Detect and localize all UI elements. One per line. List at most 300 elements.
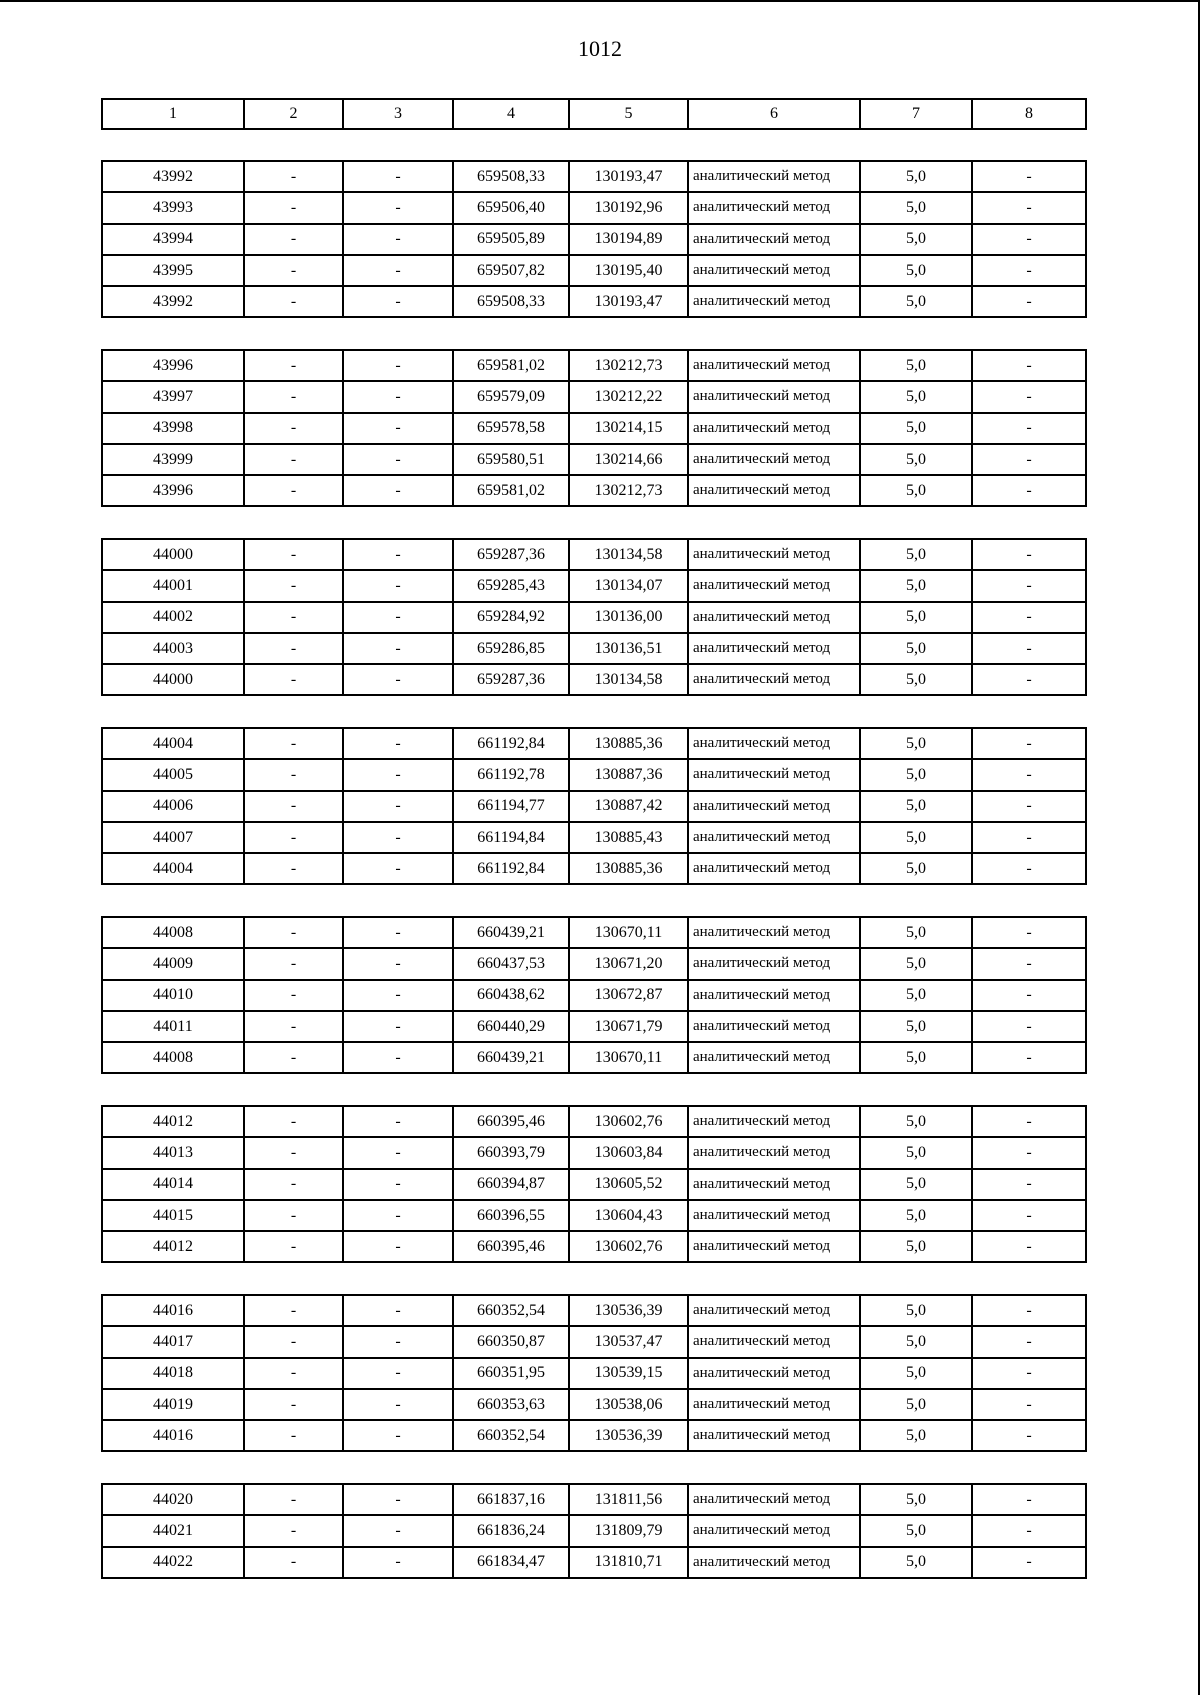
- table-cell-col-3: -: [343, 853, 453, 884]
- table-cell-col-1: 44001: [102, 570, 244, 601]
- table-cell-col-8: -: [972, 1484, 1086, 1515]
- column-header-6: 6: [688, 99, 860, 129]
- table-row: [102, 1231, 1086, 1262]
- table-row: [102, 1420, 1086, 1451]
- table-cell-col-3: -: [343, 948, 453, 979]
- table-cell-col-5: 130885,36: [569, 728, 688, 759]
- table-cell-col-4: 659284,92: [453, 602, 569, 633]
- table-cell-col-5: 130538,06: [569, 1389, 688, 1420]
- table-cell-col-5: 130602,76: [569, 1106, 688, 1137]
- table-cell-col-5: 130134,07: [569, 570, 688, 601]
- table-cell-col-7: 5,0: [860, 1326, 972, 1357]
- table-cell-col-8: -: [972, 664, 1086, 695]
- table-cell-col-2: -: [244, 192, 343, 223]
- table-row: [102, 664, 1086, 695]
- table-cell-col-3: -: [343, 980, 453, 1011]
- table-cell-col-4: 659507,82: [453, 255, 569, 286]
- table-cell-col-6: аналитический метод: [688, 791, 860, 822]
- table-cell-col-5: 130214,66: [569, 444, 688, 475]
- table-cell-col-1: 44004: [102, 728, 244, 759]
- table-cell-col-8: -: [972, 413, 1086, 444]
- table-cell-col-7: 5,0: [860, 255, 972, 286]
- table-cell-col-6: аналитический метод: [688, 728, 860, 759]
- table-cell-col-4: 660393,79: [453, 1137, 569, 1168]
- table-cell-col-7: 5,0: [860, 1515, 972, 1546]
- table-row: [102, 822, 1086, 853]
- table-cell-col-6: аналитический метод: [688, 1106, 860, 1137]
- table-cell-col-3: -: [343, 1326, 453, 1357]
- table-cell-col-5: 130537,47: [569, 1326, 688, 1357]
- table-cell-col-4: 659287,36: [453, 664, 569, 695]
- table-cell-col-5: 130604,43: [569, 1200, 688, 1231]
- table-cell-col-6: аналитический метод: [688, 350, 860, 381]
- table-cell-col-5: 130212,22: [569, 381, 688, 412]
- coordinate-block-table: [101, 727, 1087, 885]
- table-row: [102, 413, 1086, 444]
- table-cell-col-8: -: [972, 444, 1086, 475]
- coordinate-block-table: [101, 160, 1087, 318]
- table-cell-col-6: аналитический метод: [688, 192, 860, 223]
- table-cell-col-8: -: [972, 350, 1086, 381]
- table-cell-col-5: 130671,20: [569, 948, 688, 979]
- table-cell-col-2: -: [244, 286, 343, 317]
- table-cell-col-1: 43993: [102, 192, 244, 223]
- table-cell-col-5: 130134,58: [569, 664, 688, 695]
- table-cell-col-6: аналитический метод: [688, 853, 860, 884]
- table-cell-col-3: -: [343, 791, 453, 822]
- table-cell-col-8: -: [972, 1389, 1086, 1420]
- table-cell-col-2: -: [244, 1295, 343, 1326]
- table-cell-col-4: 659580,51: [453, 444, 569, 475]
- table-row: [102, 1326, 1086, 1357]
- table-cell-col-8: -: [972, 224, 1086, 255]
- table-row: [102, 1169, 1086, 1200]
- table-cell-col-8: -: [972, 1420, 1086, 1451]
- table-cell-col-2: -: [244, 1137, 343, 1168]
- table-cell-col-5: 130195,40: [569, 255, 688, 286]
- table-row: [102, 381, 1086, 412]
- table-cell-col-3: -: [343, 1169, 453, 1200]
- table-cell-col-1: 44003: [102, 633, 244, 664]
- table-cell-col-6: аналитический метод: [688, 1547, 860, 1578]
- table-cell-col-8: -: [972, 759, 1086, 790]
- table-cell-col-7: 5,0: [860, 224, 972, 255]
- table-cell-col-6: аналитический метод: [688, 1011, 860, 1042]
- table-cell-col-5: 130193,47: [569, 161, 688, 192]
- table-row: [102, 1137, 1086, 1168]
- column-header-3: 3: [343, 99, 453, 129]
- table-cell-col-5: 130539,15: [569, 1358, 688, 1389]
- table-cell-col-5: 130536,39: [569, 1420, 688, 1451]
- table-cell-col-2: -: [244, 980, 343, 1011]
- table-cell-col-5: 130536,39: [569, 1295, 688, 1326]
- table-cell-col-1: 43999: [102, 444, 244, 475]
- table-cell-col-6: аналитический метод: [688, 980, 860, 1011]
- table-row: [102, 1295, 1086, 1326]
- table-cell-col-3: -: [343, 1042, 453, 1073]
- coordinate-block-table: [101, 1483, 1087, 1579]
- column-header-7: 7: [860, 99, 972, 129]
- table-cell-col-3: -: [343, 475, 453, 506]
- table-cell-col-5: 130136,00: [569, 602, 688, 633]
- table-cell-col-3: -: [343, 350, 453, 381]
- table-cell-col-4: 661192,84: [453, 728, 569, 759]
- table-cell-col-7: 5,0: [860, 980, 972, 1011]
- table-cell-col-7: 5,0: [860, 791, 972, 822]
- table-cell-col-5: 130602,76: [569, 1231, 688, 1262]
- table-cell-col-6: аналитический метод: [688, 1515, 860, 1546]
- table-cell-col-1: 43994: [102, 224, 244, 255]
- table-cell-col-2: -: [244, 791, 343, 822]
- table-cell-col-3: -: [343, 633, 453, 664]
- table-cell-col-6: аналитический метод: [688, 948, 860, 979]
- table-cell-col-2: -: [244, 664, 343, 695]
- table-cell-col-8: -: [972, 286, 1086, 317]
- table-cell-col-1: 44017: [102, 1326, 244, 1357]
- table-cell-col-1: 44000: [102, 539, 244, 570]
- table-cell-col-3: -: [343, 192, 453, 223]
- table-cell-col-5: 130136,51: [569, 633, 688, 664]
- table-cell-col-1: 44015: [102, 1200, 244, 1231]
- table-cell-col-1: 44021: [102, 1515, 244, 1546]
- table-cell-col-6: аналитический метод: [688, 539, 860, 570]
- table-cell-col-8: -: [972, 1169, 1086, 1200]
- table-cell-col-8: -: [972, 1106, 1086, 1137]
- table-row: [102, 791, 1086, 822]
- table-cell-col-8: -: [972, 1547, 1086, 1578]
- table-cell-col-3: -: [343, 602, 453, 633]
- table-cell-col-5: 130670,11: [569, 917, 688, 948]
- table-cell-col-4: 660352,54: [453, 1295, 569, 1326]
- table-cell-col-8: -: [972, 948, 1086, 979]
- table-cell-col-4: 661836,24: [453, 1515, 569, 1546]
- page-border-top: [0, 0, 1200, 2]
- table-cell-col-4: 661837,16: [453, 1484, 569, 1515]
- table-cell-col-3: -: [343, 286, 453, 317]
- table-cell-col-7: 5,0: [860, 822, 972, 853]
- table-cell-col-6: аналитический метод: [688, 570, 860, 601]
- table-row: [102, 948, 1086, 979]
- table-cell-col-6: аналитический метод: [688, 1295, 860, 1326]
- table-cell-col-7: 5,0: [860, 728, 972, 759]
- table-cell-col-7: 5,0: [860, 759, 972, 790]
- table-cell-col-6: аналитический метод: [688, 1484, 860, 1515]
- table-cell-col-2: -: [244, 1420, 343, 1451]
- table-cell-col-1: 44008: [102, 917, 244, 948]
- table-cell-col-3: -: [343, 1484, 453, 1515]
- table-cell-col-3: -: [343, 1106, 453, 1137]
- table-cell-col-8: -: [972, 1358, 1086, 1389]
- table-row: [102, 759, 1086, 790]
- table-cell-col-4: 659581,02: [453, 350, 569, 381]
- table-cell-col-3: -: [343, 728, 453, 759]
- table-cell-col-5: 130192,96: [569, 192, 688, 223]
- table-cell-col-3: -: [343, 1200, 453, 1231]
- table-row: [102, 1042, 1086, 1073]
- table-cell-col-3: -: [343, 255, 453, 286]
- table-cell-col-2: -: [244, 1389, 343, 1420]
- column-header-table: [101, 98, 1087, 130]
- table-cell-col-7: 5,0: [860, 161, 972, 192]
- column-header-1: 1: [102, 99, 244, 129]
- table-cell-col-4: 659506,40: [453, 192, 569, 223]
- table-cell-col-1: 44002: [102, 602, 244, 633]
- column-header-2: 2: [244, 99, 343, 129]
- table-cell-col-3: -: [343, 381, 453, 412]
- table-row: [102, 1200, 1086, 1231]
- table-cell-col-3: -: [343, 759, 453, 790]
- coordinate-block-table: [101, 1294, 1087, 1452]
- table-cell-col-8: -: [972, 822, 1086, 853]
- table-cell-col-4: 660394,87: [453, 1169, 569, 1200]
- table-cell-col-2: -: [244, 602, 343, 633]
- table-cell-col-4: 660437,53: [453, 948, 569, 979]
- table-cell-col-3: -: [343, 444, 453, 475]
- table-cell-col-8: -: [972, 1011, 1086, 1042]
- table-cell-col-1: 44012: [102, 1231, 244, 1262]
- table-cell-col-6: аналитический метод: [688, 602, 860, 633]
- table-cell-col-3: -: [343, 917, 453, 948]
- table-cell-col-7: 5,0: [860, 1389, 972, 1420]
- coordinate-block-table: [101, 916, 1087, 1074]
- table-cell-col-5: 130212,73: [569, 350, 688, 381]
- table-cell-col-6: аналитический метод: [688, 759, 860, 790]
- table-cell-col-8: -: [972, 161, 1086, 192]
- table-cell-col-1: 44012: [102, 1106, 244, 1137]
- table-cell-col-2: -: [244, 728, 343, 759]
- table-cell-col-7: 5,0: [860, 1547, 972, 1578]
- table-cell-col-8: -: [972, 1200, 1086, 1231]
- table-cell-col-2: -: [244, 1326, 343, 1357]
- table-cell-col-2: -: [244, 1484, 343, 1515]
- table-cell-col-7: 5,0: [860, 539, 972, 570]
- table-cell-col-1: 44000: [102, 664, 244, 695]
- table-cell-col-5: 130670,11: [569, 1042, 688, 1073]
- table-cell-col-8: -: [972, 1042, 1086, 1073]
- table-row: [102, 980, 1086, 1011]
- table-cell-col-1: 44016: [102, 1420, 244, 1451]
- page-number: 1012: [578, 36, 622, 61]
- table-row: [102, 224, 1086, 255]
- table-cell-col-1: 43998: [102, 413, 244, 444]
- table-cell-col-5: 130605,52: [569, 1169, 688, 1200]
- table-cell-col-3: -: [343, 1011, 453, 1042]
- table-cell-col-7: 5,0: [860, 948, 972, 979]
- table-row: [102, 475, 1086, 506]
- table-cell-col-2: -: [244, 1547, 343, 1578]
- table-cell-col-5: 130887,42: [569, 791, 688, 822]
- table-cell-col-4: 661834,47: [453, 1547, 569, 1578]
- table-cell-col-2: -: [244, 1011, 343, 1042]
- table-cell-col-2: -: [244, 570, 343, 601]
- table-cell-col-4: 660439,21: [453, 1042, 569, 1073]
- table-cell-col-2: -: [244, 759, 343, 790]
- table-cell-col-3: -: [343, 1515, 453, 1546]
- table-cell-col-5: 130212,73: [569, 475, 688, 506]
- table-cell-col-7: 5,0: [860, 350, 972, 381]
- table-row: [102, 728, 1086, 759]
- table-cell-col-8: -: [972, 381, 1086, 412]
- table-cell-col-4: 659581,02: [453, 475, 569, 506]
- table-cell-col-2: -: [244, 1231, 343, 1262]
- table-cell-col-7: 5,0: [860, 853, 972, 884]
- table-row: [102, 602, 1086, 633]
- coordinate-block-table: [101, 349, 1087, 507]
- table-row: [102, 255, 1086, 286]
- table-cell-col-7: 5,0: [860, 1042, 972, 1073]
- table-cell-col-2: -: [244, 1515, 343, 1546]
- table-cell-col-3: -: [343, 1358, 453, 1389]
- table-cell-col-6: аналитический метод: [688, 475, 860, 506]
- table-cell-col-8: -: [972, 539, 1086, 570]
- table-cell-col-3: -: [343, 1137, 453, 1168]
- column-header-row: [102, 99, 1086, 129]
- table-cell-col-4: 660395,46: [453, 1106, 569, 1137]
- table-cell-col-4: 661192,78: [453, 759, 569, 790]
- table-row: [102, 1389, 1086, 1420]
- table-cell-col-2: -: [244, 161, 343, 192]
- table-cell-col-1: 44007: [102, 822, 244, 853]
- table-cell-col-4: 661194,77: [453, 791, 569, 822]
- table-cell-col-1: 43996: [102, 350, 244, 381]
- table-cell-col-5: 130885,36: [569, 853, 688, 884]
- table-cell-col-4: 659286,85: [453, 633, 569, 664]
- table-cell-col-5: 130672,87: [569, 980, 688, 1011]
- table-cell-col-7: 5,0: [860, 664, 972, 695]
- table-cell-col-7: 5,0: [860, 444, 972, 475]
- table-cell-col-2: -: [244, 917, 343, 948]
- table-cell-col-7: 5,0: [860, 570, 972, 601]
- table-cell-col-7: 5,0: [860, 602, 972, 633]
- table-row: [102, 350, 1086, 381]
- table-row: [102, 161, 1086, 192]
- table-cell-col-6: аналитический метод: [688, 1200, 860, 1231]
- table-cell-col-1: 44008: [102, 1042, 244, 1073]
- table-cell-col-4: 659578,58: [453, 413, 569, 444]
- table-cell-col-7: 5,0: [860, 633, 972, 664]
- table-cell-col-4: 659287,36: [453, 539, 569, 570]
- table-cell-col-1: 44014: [102, 1169, 244, 1200]
- table-cell-col-1: 44006: [102, 791, 244, 822]
- table-cell-col-4: 660352,54: [453, 1420, 569, 1451]
- table-cell-col-6: аналитический метод: [688, 633, 860, 664]
- table-cell-col-2: -: [244, 475, 343, 506]
- table-cell-col-8: -: [972, 475, 1086, 506]
- table-cell-col-6: аналитический метод: [688, 286, 860, 317]
- table-cell-col-6: аналитический метод: [688, 1389, 860, 1420]
- table-cell-col-4: 659285,43: [453, 570, 569, 601]
- table-cell-col-2: -: [244, 822, 343, 853]
- table-cell-col-2: -: [244, 381, 343, 412]
- table-cell-col-6: аналитический метод: [688, 1137, 860, 1168]
- table-cell-col-3: -: [343, 1547, 453, 1578]
- table-cell-col-1: 44004: [102, 853, 244, 884]
- table-cell-col-3: -: [343, 822, 453, 853]
- table-cell-col-3: -: [343, 1420, 453, 1451]
- table-cell-col-3: -: [343, 1231, 453, 1262]
- table-cell-col-6: аналитический метод: [688, 664, 860, 695]
- table-cell-col-4: 660438,62: [453, 980, 569, 1011]
- table-cell-col-1: 44010: [102, 980, 244, 1011]
- table-cell-col-3: -: [343, 664, 453, 695]
- table-cell-col-2: -: [244, 1042, 343, 1073]
- table-cell-col-7: 5,0: [860, 1420, 972, 1451]
- table-cell-col-7: 5,0: [860, 917, 972, 948]
- table-cell-col-4: 660439,21: [453, 917, 569, 948]
- table-cell-col-8: -: [972, 255, 1086, 286]
- table-cell-col-4: 659508,33: [453, 161, 569, 192]
- table-cell-col-7: 5,0: [860, 1231, 972, 1262]
- table-cell-col-2: -: [244, 853, 343, 884]
- table-cell-col-1: 44019: [102, 1389, 244, 1420]
- table-cell-col-1: 43992: [102, 161, 244, 192]
- table-cell-col-7: 5,0: [860, 381, 972, 412]
- coordinate-block-table: [101, 538, 1087, 696]
- table-cell-col-5: 131811,56: [569, 1484, 688, 1515]
- table-cell-col-4: 661194,84: [453, 822, 569, 853]
- table-cell-col-4: 660396,55: [453, 1200, 569, 1231]
- table-cell-col-5: 130603,84: [569, 1137, 688, 1168]
- table-cell-col-6: аналитический метод: [688, 381, 860, 412]
- table-cell-col-6: аналитический метод: [688, 1420, 860, 1451]
- table-cell-col-6: аналитический метод: [688, 224, 860, 255]
- table-cell-col-7: 5,0: [860, 1358, 972, 1389]
- table-cell-col-4: 660351,95: [453, 1358, 569, 1389]
- table-cell-col-2: -: [244, 444, 343, 475]
- table-cell-col-1: 44005: [102, 759, 244, 790]
- table-cell-col-8: -: [972, 917, 1086, 948]
- table-cell-col-8: -: [972, 980, 1086, 1011]
- table-row: [102, 1547, 1086, 1578]
- table-cell-col-5: 130671,79: [569, 1011, 688, 1042]
- table-cell-col-6: аналитический метод: [688, 1326, 860, 1357]
- table-cell-col-7: 5,0: [860, 1137, 972, 1168]
- table-cell-col-2: -: [244, 1169, 343, 1200]
- table-cell-col-2: -: [244, 948, 343, 979]
- table-cell-col-1: 44020: [102, 1484, 244, 1515]
- table-cell-col-2: -: [244, 350, 343, 381]
- table-cell-col-8: -: [972, 791, 1086, 822]
- table-cell-col-3: -: [343, 539, 453, 570]
- table-cell-col-2: -: [244, 633, 343, 664]
- table-cell-col-1: 43997: [102, 381, 244, 412]
- table-cell-col-2: -: [244, 255, 343, 286]
- table-cell-col-3: -: [343, 224, 453, 255]
- table-row: [102, 570, 1086, 601]
- table-cell-col-7: 5,0: [860, 286, 972, 317]
- table-cell-col-5: 131810,71: [569, 1547, 688, 1578]
- table-row: [102, 1106, 1086, 1137]
- table-cell-col-6: аналитический метод: [688, 917, 860, 948]
- table-cell-col-4: 659579,09: [453, 381, 569, 412]
- table-row: [102, 1011, 1086, 1042]
- table-cell-col-4: 660350,87: [453, 1326, 569, 1357]
- table-cell-col-2: -: [244, 1200, 343, 1231]
- table-cell-col-6: аналитический метод: [688, 1231, 860, 1262]
- table-cell-col-4: 659505,89: [453, 224, 569, 255]
- table-cell-col-5: 130193,47: [569, 286, 688, 317]
- table-cell-col-5: 130887,36: [569, 759, 688, 790]
- table-cell-col-3: -: [343, 570, 453, 601]
- table-cell-col-7: 5,0: [860, 1106, 972, 1137]
- table-cell-col-7: 5,0: [860, 475, 972, 506]
- table-cell-col-2: -: [244, 539, 343, 570]
- table-row: [102, 539, 1086, 570]
- table-cell-col-6: аналитический метод: [688, 161, 860, 192]
- table-cell-col-8: -: [972, 1326, 1086, 1357]
- table-cell-col-4: 659508,33: [453, 286, 569, 317]
- table-row: [102, 444, 1086, 475]
